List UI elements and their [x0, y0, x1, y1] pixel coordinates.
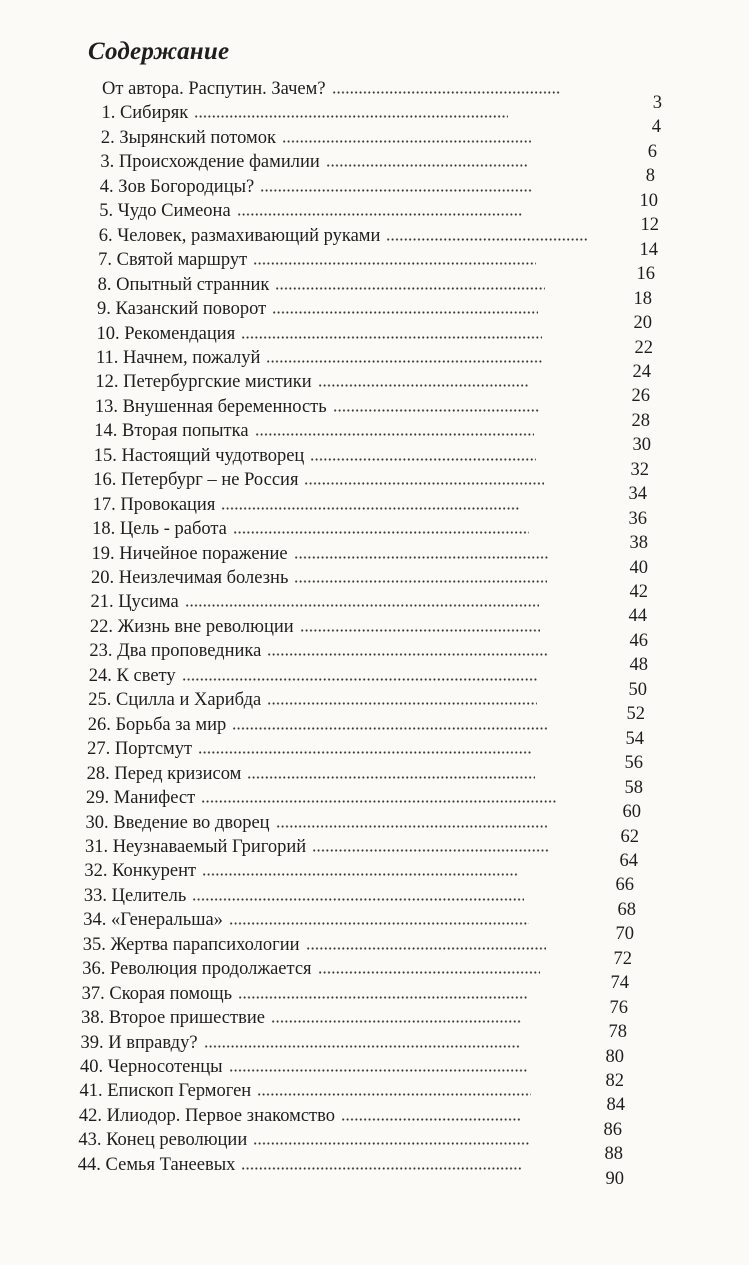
toc-entry-title: 2. Зырянский потомок: [100, 127, 276, 148]
toc-entry-page-number: 82: [605, 1071, 624, 1091]
toc-entry-title: 33. Целитель: [83, 885, 187, 906]
toc-entry: [0, 225, 749, 260]
dot-leader: [333, 409, 540, 412]
toc-entry-page-number: 56: [624, 753, 643, 774]
toc-entry-title: 43. Конец революции: [78, 1130, 248, 1151]
toc-entry: [0, 616, 749, 651]
toc-entry-title: 9. Казанский поворот: [97, 299, 267, 320]
toc-entry-title: 31. Неузнаваемый Григорий: [84, 836, 307, 857]
dot-leader: [275, 287, 545, 290]
toc-entry: [0, 347, 749, 382]
toc-entry-title: 35. Жертва парапсихологии: [82, 934, 300, 955]
toc-entry-title: 21. Цусима: [90, 592, 179, 613]
toc-entry: [0, 714, 749, 749]
toc-entry-page-number: 48: [629, 655, 648, 676]
dot-leader: [241, 1167, 521, 1170]
toc-entry: [0, 127, 749, 162]
toc-entry-page-number: 12: [640, 215, 659, 236]
toc-entry-page-number: 50: [628, 679, 647, 700]
toc-entry-title: 14. Вторая попытка: [94, 421, 249, 442]
toc-entry-page-number: 84: [606, 1095, 625, 1116]
toc-entry-page-number: 14: [639, 239, 658, 260]
toc-entry-page-number: 40: [629, 557, 648, 578]
toc-entry-page-number: 32: [630, 459, 649, 480]
toc-entry-title: 25. Сцилла и Харибда: [88, 690, 262, 711]
toc-entry-page-number: 3: [652, 93, 662, 113]
dot-leader: [318, 384, 528, 387]
dot-leader: [267, 702, 537, 705]
toc-entry-page-number: 20: [633, 313, 652, 334]
toc-entry-page-number: 68: [617, 899, 636, 920]
dot-leader: [341, 1118, 521, 1121]
toc-entry-page-number: 64: [619, 850, 638, 871]
toc-entry: [0, 1056, 749, 1091]
toc-entry-page-number: 54: [625, 728, 644, 749]
toc-entry-page-number: 46: [629, 630, 648, 651]
toc-entry: [0, 763, 749, 798]
toc-entry: [0, 983, 749, 1018]
toc-entry-title: 13. Внушенная беременность: [94, 396, 327, 417]
toc-entry-title: 6. Человек, размахивающий руками: [98, 225, 381, 246]
toc-entry-page-number: 24: [632, 361, 651, 382]
dot-leader: [238, 996, 528, 999]
dot-leader: [192, 898, 524, 901]
toc-entry-title: 10. Рекомендация: [96, 323, 236, 344]
dot-leader: [312, 849, 549, 852]
dot-leader: [294, 556, 548, 559]
toc-entry-title: 36. Революция продолжается: [82, 959, 312, 980]
dot-leader: [247, 776, 535, 779]
dot-leader: [304, 482, 544, 485]
toc-entry-title: 5. Чудо Симеона: [99, 201, 231, 222]
toc-entry-title: 37. Скорая помощь: [81, 983, 233, 1004]
dot-leader: [202, 873, 519, 876]
toc-entry-page-number: 42: [629, 582, 648, 602]
toc-entry-page-number: 16: [636, 264, 655, 285]
toc-entry-title: 22. Жизнь вне революции: [89, 616, 294, 637]
toc-entry-title: 26. Борьба за мир: [87, 714, 227, 735]
toc-entry-title: 18. Цель - работа: [92, 519, 227, 540]
toc-entry-title: 32. Конкурент: [84, 861, 197, 882]
toc-entry-title: 29. Манифест: [86, 788, 196, 809]
toc-entry-page-number: 60: [622, 802, 641, 823]
toc-entry-page-number: 52: [626, 704, 645, 725]
dot-leader: [185, 604, 539, 607]
toc-entry-title: 3. Происхождение фамилии: [100, 152, 320, 173]
toc-entry-page-number: 88: [604, 1144, 623, 1165]
toc-entry: [0, 1154, 749, 1189]
toc-entry-title: 39. И вправду?: [80, 1032, 198, 1053]
dot-leader: [332, 91, 560, 94]
dot-leader: [253, 262, 536, 265]
toc-entry-page-number: 70: [615, 924, 634, 945]
dot-leader: [300, 629, 540, 632]
dot-leader: [282, 140, 531, 143]
toc-entry-title: 34. «Генеральша»: [83, 910, 223, 931]
dot-leader: [386, 238, 588, 241]
toc-entry-page-number: 36: [628, 508, 647, 529]
toc-entry-title: 23. Два проповедника: [89, 641, 262, 662]
toc-entry-page-number: 74: [610, 973, 629, 994]
toc-entry-page-number: 44: [628, 606, 647, 627]
dot-leader: [257, 1093, 531, 1096]
toc-entry-page-number: 58: [624, 777, 643, 798]
dot-leader: [276, 825, 547, 828]
toc-entry: [0, 176, 749, 211]
toc-entry-page-number: 38: [629, 533, 648, 554]
toc-entry-title: 28. Перед кризисом: [86, 763, 242, 784]
toc-entry-page-number: 8: [645, 166, 655, 187]
toc-entry: [0, 274, 749, 309]
toc-entry-page-number: 26: [631, 386, 650, 407]
toc-entry-page-number: 4: [651, 117, 661, 138]
toc-entry-title: 42. Илиодор. Первое знакомство: [78, 1105, 335, 1126]
toc-entry-title: 41. Епископ Гермоген: [79, 1081, 252, 1102]
toc-entry-title: 12. Петербургские мистики: [95, 372, 312, 393]
toc-entry: [0, 885, 749, 920]
toc-entry-title: От автора. Распутин. Зачем?: [102, 79, 326, 99]
toc-entry: [0, 836, 749, 871]
dot-leader: [266, 360, 542, 363]
dot-leader: [306, 947, 546, 950]
toc-entry-title: 16. Петербург – не Россия: [93, 470, 299, 491]
toc-entry-page-number: 86: [603, 1119, 622, 1140]
toc-entry-page-number: 62: [620, 826, 639, 847]
toc-entry-title: 40. Черносотенцы: [80, 1057, 223, 1077]
dot-leader: [221, 507, 520, 510]
dot-leader: [255, 433, 534, 436]
toc-entry: [0, 567, 749, 602]
toc-entry-page-number: 30: [632, 435, 651, 456]
dot-leader: [310, 458, 536, 461]
toc-entry-title: 30. Введение во дворец: [85, 812, 270, 833]
toc-entry: [0, 1105, 749, 1140]
toc-entry: [0, 445, 749, 480]
toc-entry: [0, 934, 749, 969]
toc-entry-page-number: 28: [631, 410, 650, 431]
toc-entry-page-number: 34: [628, 484, 647, 505]
toc-entry-title: 27. Портсмут: [87, 739, 193, 760]
dot-leader: [201, 800, 557, 803]
toc-entry-title: 15. Настоящий чудотворец: [93, 445, 305, 466]
toc-entry-page-number: 78: [608, 1022, 627, 1043]
dot-leader: [318, 971, 540, 974]
toc-entry-page-number: 72: [613, 948, 632, 969]
toc-entry-page-number: 10: [639, 190, 658, 211]
toc-entry-page-number: 90: [605, 1168, 624, 1189]
dot-leader: [237, 213, 522, 216]
dot-leader: [272, 311, 538, 314]
dot-leader: [182, 678, 538, 681]
dot-leader: [326, 164, 527, 167]
toc-entry-title: 8. Опытный странник: [97, 274, 270, 295]
dot-leader: [194, 115, 508, 118]
toc-title: Содержание: [88, 38, 230, 65]
toc-entry-title: 1. Сибиряк: [101, 103, 189, 124]
toc-entry-title: 19. Ничейное поражение: [91, 543, 288, 564]
toc-entry-title: 7. Святой маршрут: [98, 250, 248, 271]
dot-leader: [204, 1045, 520, 1048]
toc-entry: [0, 494, 749, 529]
toc-entry-page-number: 18: [633, 288, 652, 309]
toc-entry-title: 17. Провокация: [92, 494, 216, 515]
toc-entry-page-number: 76: [609, 997, 628, 1018]
dot-leader: [233, 531, 529, 534]
toc-entry-title: 11. Начнем, пожалуй: [95, 347, 261, 368]
dot-leader: [229, 922, 529, 925]
dot-leader: [229, 1069, 527, 1072]
toc-entry-title: 24. К свету: [88, 665, 176, 686]
dot-leader: [271, 1020, 522, 1023]
dot-leader: [241, 336, 542, 339]
toc-entry: [0, 665, 749, 700]
dot-leader: [267, 653, 549, 656]
toc-entry-title: 44. Семья Танеевых: [77, 1154, 236, 1175]
dot-leader: [198, 751, 532, 754]
toc-entry-page-number: 22: [634, 337, 653, 358]
dot-leader: [294, 580, 547, 583]
toc-entry: [0, 396, 749, 431]
toc-entry-title: 4. Зов Богородицы?: [99, 176, 255, 197]
toc-entry-page-number: 6: [647, 141, 657, 162]
dot-leader: [253, 1142, 530, 1145]
dot-leader: [232, 727, 547, 730]
toc-entry: [0, 78, 749, 113]
toc-entry-page-number: 66: [615, 875, 634, 896]
toc-entry-title: 38. Второе пришествие: [81, 1008, 265, 1029]
toc-entry-page-number: 80: [605, 1046, 624, 1067]
toc-entry-title: 20. Неизлечимая болезнь: [91, 568, 289, 588]
dot-leader: [260, 189, 532, 192]
